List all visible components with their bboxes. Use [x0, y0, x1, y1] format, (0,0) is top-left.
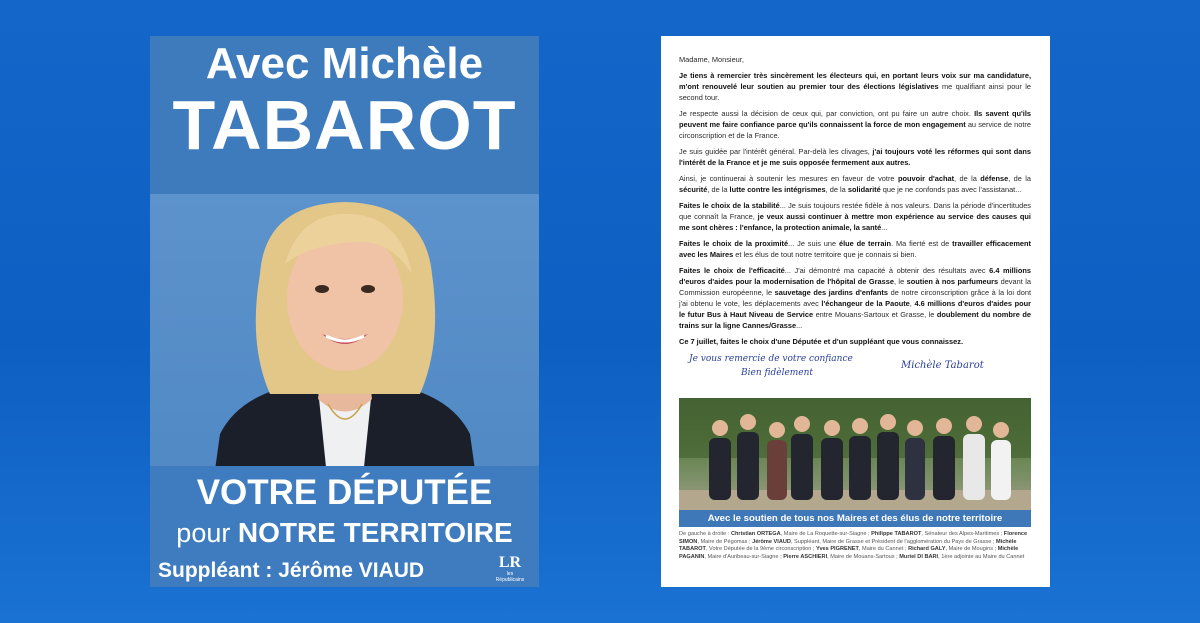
paragraph-2: Je respecte aussi la décision de ceux qui, par conviction, ont pu faire un autre choix. Ils savent qu'ils peuvent me faire confiance parce qu'ils connaissent la force de mon engagement au service de notre circonscription et de la France.: [679, 109, 1031, 140]
candidate-portrait: [150, 194, 539, 506]
credit-text: , Maire de Pégomas ;: [697, 538, 753, 545]
paragraph-5: Faites le choix de la stabilité... Je suis toujours restée fidèle à nos valeurs. Dans la période d'incertitudes que connaît la France, je veux aussi continuer à mettre mon expérience au service des causes qui me sont chères : l'enfance, la protection animale, la santé...: [679, 201, 1032, 232]
portrait-illustration: [150, 194, 539, 506]
credit-name: Michèle PAGANIN: [679, 546, 1019, 560]
handwritten-signatures: [689, 352, 1034, 392]
credit-text: , Maire de Mougins ;: [945, 546, 998, 553]
credit-name: Pierre ASCHIERI: [783, 553, 828, 560]
photo-credits: [679, 531, 1031, 561]
credit-name: Michèle TABAROT: [679, 538, 1017, 553]
headline-line1: Avec Michèle: [205, 39, 484, 88]
paragraph-6: Faites le choix de la proximité... Je suis une élue de terrain. Ma fierté est de travailler efficacement avec les Maires et les élus de tout notre territoire que je connais si bien.: [679, 239, 1031, 259]
paragraph-4: Ainsi, je continuerai à soutenir les mesures en faveur de votre pouvoir d'achat, de la défense, de la sécurité, de la lutte contre les intégrismes, de la solidarité que je ne confonds pas avec l'assistanat...: [679, 174, 1032, 194]
lr-logo-text1: les: [506, 571, 514, 577]
slogan-pour: pour: [176, 518, 231, 548]
slogan-votre-deputee: VOTRE DÉPUTÉE: [196, 473, 493, 512]
credit-text: , Maire de Mouans-Sartoux ;: [827, 553, 900, 560]
credit-text: , Maire d'Auribeau-sur-Siagne ;: [704, 553, 784, 560]
suppleant-label: Suppléant :: [158, 559, 273, 582]
signature: Michèle Tabarot: [901, 360, 984, 371]
credit-name: Philippe TABAROT: [871, 531, 922, 537]
handwritten-note-line2: Bien fidèlement: [741, 368, 814, 378]
letter-body: [679, 54, 1031, 352]
campaign-letter: [661, 36, 1050, 587]
credit-name: Yves PIGRENET: [816, 546, 859, 553]
credit-text: , Suppléant, Maire de Grasse et Président de l'agglomération du Pays de Grasse ;: [790, 538, 996, 545]
group-photo: [679, 398, 1031, 510]
candidate-name: TABAROT: [172, 86, 517, 164]
credit-text: , 1ère adjointe au Maire du Cannet: [938, 553, 1025, 560]
slogan-notre-territoire: NOTRE TERRITOIRE: [237, 517, 513, 548]
slogan-territoire: [150, 517, 539, 549]
credit-name: Jérôme VIAUD: [752, 538, 791, 545]
suppleant-line: [158, 558, 424, 584]
salutation: Madame, Monsieur,: [679, 55, 744, 64]
group-photo-illustration: [679, 398, 1031, 510]
paragraph-8: Ce 7 juillet, faites le choix d'une Députée et d'un suppléant que vous connaissez.: [679, 337, 964, 346]
suppleant-name: Jérôme VIAUD: [278, 559, 425, 582]
credit-text: , Votre Députée de la 9ème circonscription ;: [705, 546, 817, 553]
handwritten-note: [689, 352, 853, 380]
credit-name: Florence SIMON: [679, 531, 1028, 545]
paragraph-3: Je suis guidée par l'intérêt général. Par-delà les clivages, j'ai toujours voté les réformes qui sont dans l'intérêt de la France et je me suis opposée fermement aux autres.: [679, 147, 1031, 167]
credit-text: , Sénateur des Alpes-Maritimes ;: [921, 531, 1004, 537]
lr-logo-mark: LR: [498, 554, 522, 571]
credit-name: Muriel DI BARI: [899, 553, 939, 560]
photo-caption-banner: Avec le soutien de tous nos Maires et des élus de notre territoire: [679, 510, 1031, 527]
credit-text: De gauche à droite :: [679, 531, 731, 537]
paragraph-1: Je tiens à remercier très sincèrement les électeurs qui, en portant leurs voix sur ma candidature, m'ont renouvelé leur soutien au premier tour des élections législatives me qualifiant ainsi pour le second tour.: [679, 71, 1031, 102]
les-republicains-logo: [491, 555, 529, 583]
credit-name: Richard GALY: [908, 546, 946, 553]
lr-logo-text2: Républicains: [495, 577, 525, 583]
handwritten-note-line1: Je vous remercie de votre confiance: [689, 354, 853, 364]
paragraph-7: Faites le choix de l'efficacité... J'ai démontré ma capacité à obtenir des résultats avec 6.4 millions d'euros d'aides pour la modernisation de l'hôpital de Grasse, le soutien à nos parfumeurs devant la Commission européenne, le sauvetage des jardins d'enfants de notre circonscription grâce à la loi dont j'ai obtenu le vote, les déplacements avec l'échangeur de la Paoute, 4.6 millions d'euros d'aides pour le futur Bus à Haut Niveau de Service entre Mouans-Sartoux et Grasse, le doublement du nombre de trains sur la ligne Cannes/Grasse...: [679, 266, 1032, 330]
credit-text: , Maire du Cannet ;: [858, 546, 909, 553]
credit-text: , Maire de La Roquette-sur-Siagne ;: [780, 531, 872, 537]
campaign-poster: [150, 36, 539, 587]
credit-name: Christian ORTEGA: [730, 531, 781, 537]
